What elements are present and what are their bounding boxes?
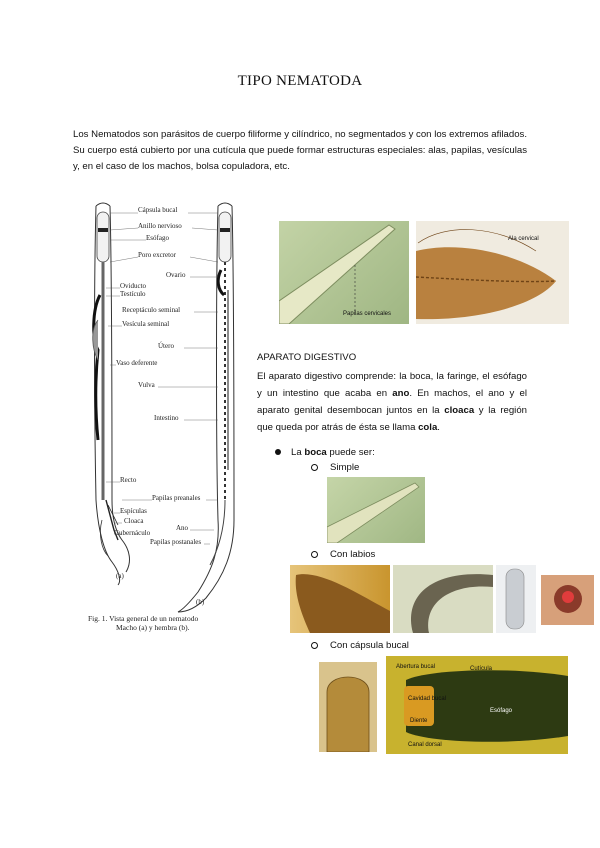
label-utero: Útero <box>158 342 174 350</box>
label-vesicula: Vesícula seminal <box>122 320 170 328</box>
photo-labios-2 <box>393 565 493 633</box>
label-cloaca: Cloaca <box>124 517 144 525</box>
nematode-head-shape <box>416 221 569 324</box>
micro-diente: Diente <box>410 718 428 724</box>
boca-bullet <box>275 447 375 458</box>
micro-canal: Canal dorsal <box>408 742 442 748</box>
para-text-4: . <box>437 422 440 433</box>
photo-ala-cervical <box>416 221 569 324</box>
label-vulva: Vulva <box>138 381 155 389</box>
micro-cuticula: Cutícula <box>470 666 493 672</box>
term-ano: ano <box>392 388 410 399</box>
intro-paragraph: Los Nematodos son parásitos de cuerpo filiforme y cilíndrico, no segmentados y con los extremos afilados. Su cuerpo está cubierto por una cutícula que puede formar estructuras especiales: alas, papilas, vesículas y, en el caso de los machos, bolsa copuladora, etc. <box>73 129 527 172</box>
label-esofago: Esófago <box>146 234 169 242</box>
digestivo-paragraph <box>257 368 527 436</box>
micro-cavidad: Cavidad bucal <box>408 696 447 702</box>
para-text-1: El aparato digestivo comprende: la boca, la faringe, el esófago y un intestino que acaba en <box>257 371 527 399</box>
label-ano: Ano <box>176 524 189 532</box>
sub-bullet <box>311 464 318 471</box>
bullet-text-1: La <box>291 447 305 458</box>
micro-abertura: Abertura bucal <box>396 664 436 670</box>
label-vaso: Vaso deferente <box>116 359 158 367</box>
term-cloaca: cloaca <box>444 405 475 416</box>
para-text-3: y la región que queda por atrás de ésta se llama <box>257 405 527 433</box>
diagram-caption-line2: Macho (a) y hembra (b). <box>116 623 190 632</box>
option-labios <box>311 549 375 560</box>
sub-bullet <box>311 551 318 558</box>
para-text-2: . En machos, el ano y el aparato genital desembocan juntos en la <box>257 388 527 416</box>
label-a: (a) <box>116 572 124 580</box>
photo-boca-simple <box>327 477 425 543</box>
labios-shape-3 <box>496 565 536 633</box>
label-gubernaculo: Gubernáculo <box>114 529 151 537</box>
simple-tip-shape <box>327 477 425 543</box>
label-poro: Poro excretor <box>138 251 176 259</box>
option-simple-label: Simple <box>330 462 360 473</box>
term-cola: cola <box>418 422 438 433</box>
label-ovario: Ovario <box>166 271 186 279</box>
bullet-text-2: puede ser: <box>326 447 375 458</box>
option-capsula <box>311 640 409 651</box>
option-capsula-label: Con cápsula bucal <box>330 640 409 651</box>
label-intestino: Intestino <box>154 414 179 422</box>
label-testiculo: Testículo <box>120 290 146 298</box>
option-simple <box>311 462 359 473</box>
label-capsula: Cápsula bucal <box>138 206 178 214</box>
photo-capsula-2 <box>386 656 568 754</box>
capsula-shape-1 <box>319 662 377 752</box>
nematode-tip-shape <box>279 221 409 324</box>
bullet-dot <box>275 449 281 455</box>
diagram-caption-line1: Fig. 1. Vista general de un nematodo <box>88 614 199 623</box>
photo-labios-1 <box>290 565 390 633</box>
term-boca: boca <box>304 447 327 458</box>
label-recto: Recto <box>120 476 137 484</box>
option-labios-label: Con labios <box>330 549 376 560</box>
sub-bullet <box>311 642 318 649</box>
labios-shape-2 <box>393 565 493 633</box>
papilas-label: Papilas cervicales <box>343 311 392 317</box>
photo-labios-4 <box>541 575 594 625</box>
label-receptaculo: Receptáculo seminal <box>122 306 181 314</box>
label-postanales: Papilas postanales <box>150 538 202 546</box>
ala-label: Ala cervical <box>508 236 539 242</box>
nematode-diagram <box>78 200 258 632</box>
label-b: (b) <box>196 598 205 606</box>
photo-capsula-1 <box>319 662 377 752</box>
micro-esofago: Esófago <box>490 708 513 714</box>
label-oviducto: Oviducto <box>120 282 147 290</box>
labios-shape-4 <box>541 575 594 625</box>
label-anillo: Anillo nervioso <box>138 222 182 230</box>
section-heading: APARATO DIGESTIVO <box>257 352 357 363</box>
label-preanales: Papilas preanales <box>152 494 201 502</box>
page-title: TIPO NEMATODA <box>237 73 363 89</box>
labios-shape-1 <box>290 565 390 633</box>
label-espiculas: Espículas <box>120 507 147 515</box>
photo-labios-3 <box>496 565 536 633</box>
photo-papilas-cervicales <box>279 221 409 324</box>
